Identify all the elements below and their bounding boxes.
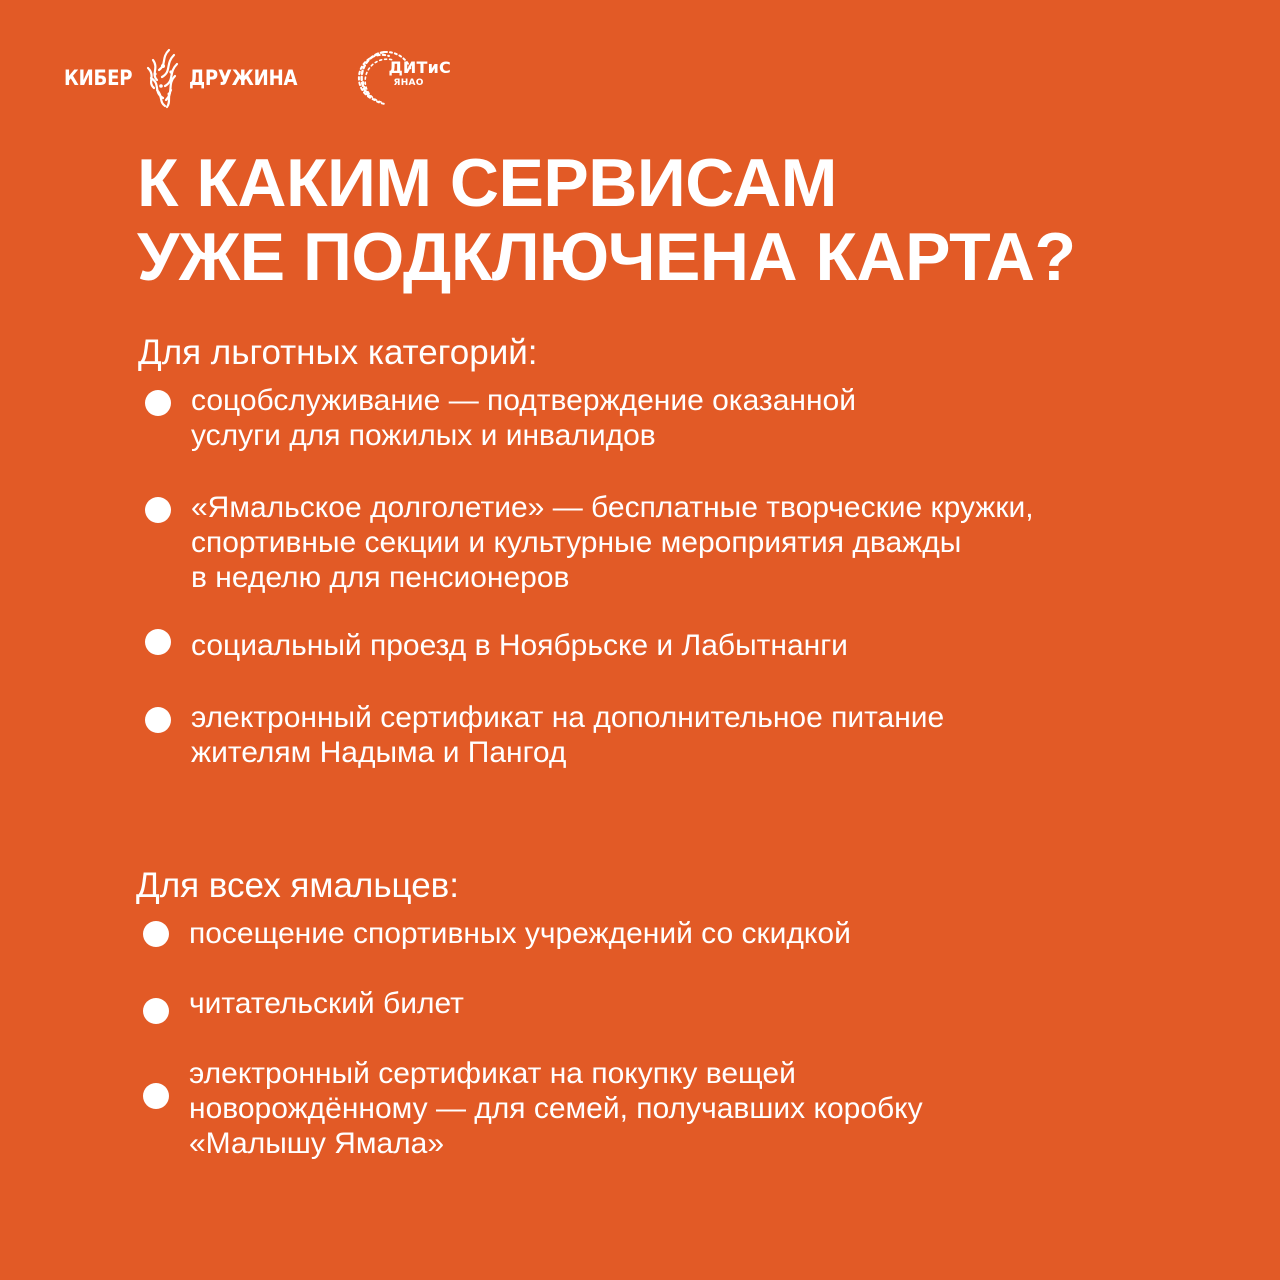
list-item-text: соцобслуживание — подтверждение оказанной услуги для пожилых и инвалидов [191, 384, 856, 452]
kiberdruzhina-emblem-icon [141, 46, 185, 110]
list-item [145, 700, 944, 770]
list-item-text: читательский билет [189, 987, 464, 1020]
kiberdruzhina-logo-word-2: ДРУЖИНА [189, 66, 298, 90]
list-item [145, 490, 1034, 595]
list-item-text: социальный проезд в Ноябрьске и Лабытнанги [191, 629, 848, 662]
list-item [143, 916, 851, 951]
bullet-icon [145, 629, 171, 655]
list-item-text: посещение спортивных учреждений со скидкой [189, 917, 851, 950]
bullet-icon [143, 998, 169, 1024]
bullet-icon [143, 1083, 169, 1109]
ditis-logo [355, 42, 465, 114]
bullet-icon [145, 707, 171, 733]
bullet-icon [143, 921, 169, 947]
ditis-logo-main: ДИТиС [388, 58, 451, 77]
preferential-section-heading: Для льготных категорий: [138, 333, 538, 372]
bullet-icon [145, 390, 171, 416]
everyone-section-heading: Для всех ямальцев: [136, 866, 459, 905]
list-item [145, 628, 848, 663]
header-logos [64, 42, 465, 114]
ditis-logo-sub: ЯНАО [393, 78, 424, 88]
list-item-text: электронный сертификат на покупку вещей новорождённому — для семей, получавших коробку «Малышу Ямала» [189, 1057, 923, 1160]
list-item [143, 986, 464, 1024]
kiberdruzhina-logo [64, 46, 315, 110]
list-item [145, 383, 856, 453]
kiberdruzhina-logo-word-1: КИБЕР [64, 66, 133, 90]
list-item-text: «Ямальское долголетие» — бесплатные творческие кружки, спортивные секции и культурные мероприятия дважды в неделю для пенсионеров [191, 491, 1034, 594]
page-title-line-1: К КАКИМ СЕРВИСАМ [137, 145, 837, 221]
list-item [143, 1056, 923, 1161]
list-item-text: электронный сертификат на дополнительное питание жителям Надыма и Пангод [191, 701, 945, 769]
ditis-wordmark [388, 60, 451, 88]
page-title [137, 146, 1075, 294]
page-title-line-2: УЖЕ ПОДКЛЮЧЕНА КАРТА? [137, 219, 1076, 295]
bullet-icon [145, 497, 171, 523]
